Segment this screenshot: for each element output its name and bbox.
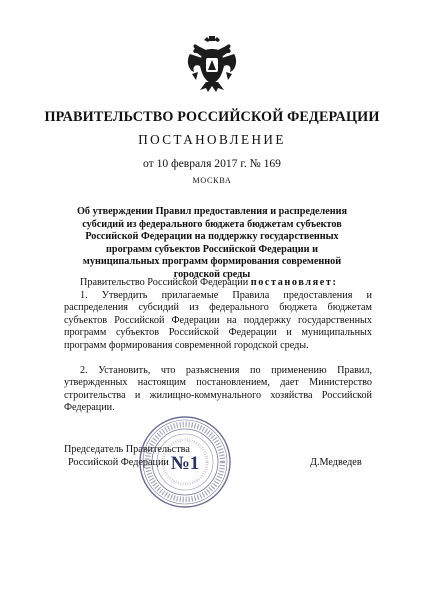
decree-date-number: от 10 февраля 2017 г. № 169 [143,157,281,170]
signatory-position-line-1: Председатель Правительства [64,444,190,455]
decree-city: МОСКВА [192,176,232,185]
paragraph-2: 2. Установить, что разъяснения по применению Правил, утвержденных настоящим постановлением, дает Министерство строительства и жилищно-коммунального хозяйства Российской Федерации. [64,365,372,414]
preamble-prefix: Правительство Российской Федерации [80,277,249,288]
government-seal-icon [138,415,232,509]
preamble [64,277,372,289]
preamble-verb: постановляет: [250,277,338,288]
signatory-position-line-2: Российской Федерации [68,456,169,468]
document-type: ПОСТАНОВЛЕНИЕ [138,132,286,147]
government-title: ПРАВИТЕЛЬСТВО РОССИЙСКОЙ ФЕДЕРАЦИИ [44,109,380,125]
paragraph-1: 1. Утвердить прилагаемые Правила предоставления и распределения субсидий из федерального бюджета бюджетам субъектов Российской Федерации на поддержку государственных программ субъектов Российской Федерации и муниципальных программ формирования современной городской среды. [64,290,372,351]
double-headed-eagle-icon [186,36,238,94]
signatory-name: Д.Медведев [310,457,362,468]
seal-number: №1 [170,453,200,474]
document-subject: Об утверждении Правил предоставления и распределения субсидий из федерального бюджета бюджетам субъектов Российской Федерации на поддержку государственных программ субъектов Российской Федерации и муниципальных программ формирования современной городской среды [77,206,347,280]
